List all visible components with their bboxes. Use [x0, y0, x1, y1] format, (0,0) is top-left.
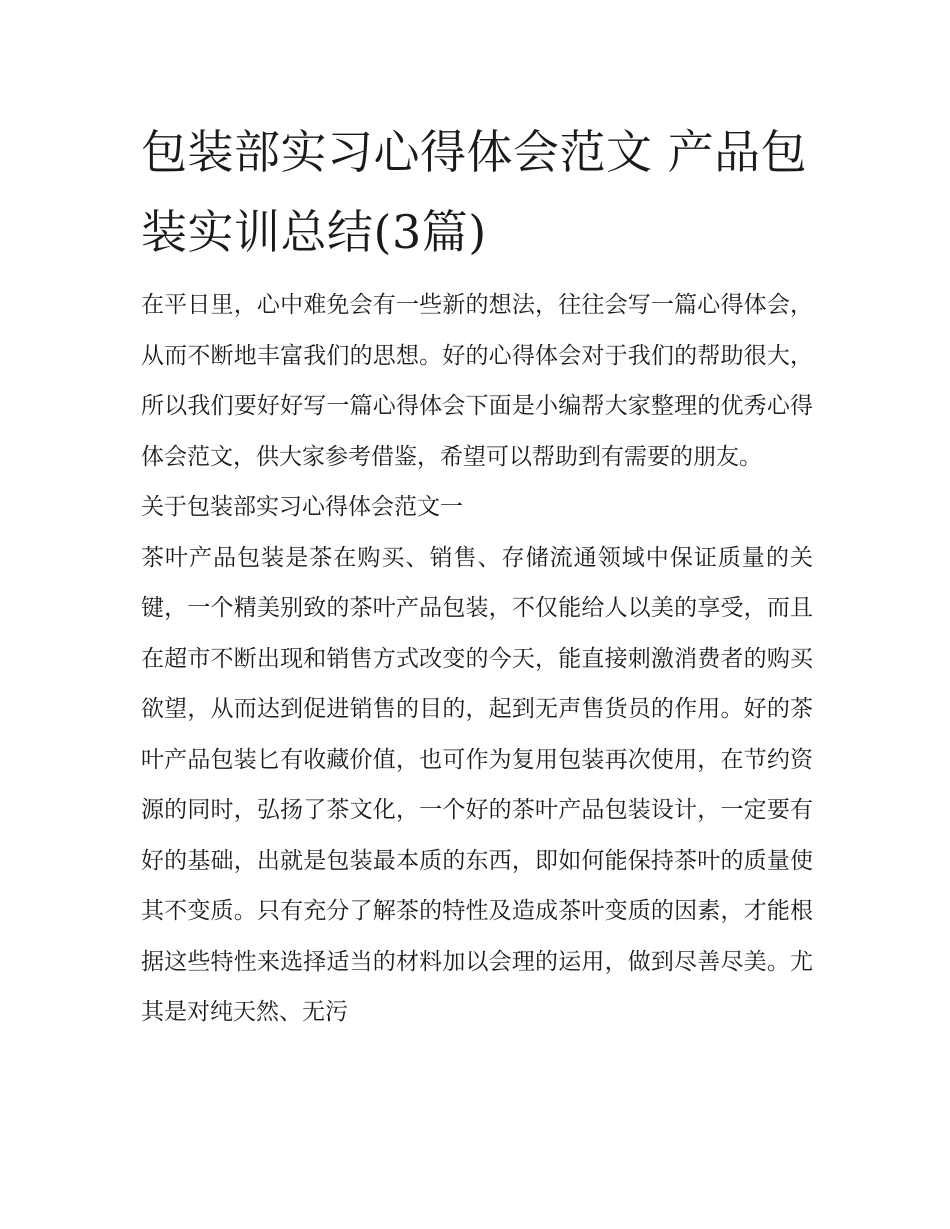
body-paragraph: 茶叶产品包装是茶在购买、销售、存储流通领域中保证质量的关键，一个精美别致的茶叶产品包装，不仅能给人以美的享受，而且在超市不断出现和销售方式改变的今天，能直接刺激消费者的购买欲望，从而达到促进销售的目的，起到无声售货员的作用。好的茶叶产品包装匕有收藏价值，也可作为复用包装再次使用，在节约资源的同时，弘扬了茶文化，一个好的茶叶产品包装设计，一定要有好的基础，出就是包装最本质的东西，即如何能保持茶叶的质量使其不变质。只有充分了解茶的特性及造成茶叶变质的因素，才能根据这些特性来选择适当的材料加以会理的运用，做到尽善尽美。尤其是对纯天然、无污	[141, 544, 813, 1025]
document-body	[141, 280, 813, 1038]
section-heading: 关于包装部实习心得体会范文一	[141, 494, 463, 520]
document-title: 包装部实习心得体会范文 产品包装实训总结(3篇)	[141, 125, 808, 259]
document-page	[141, 112, 813, 1038]
intro-paragraph: 在平日里，心中难免会有一些新的想法，往往会写一篇心得体会，从而不断地丰富我们的思想。好的心得体会对于我们的帮助很大，所以我们要好好写一篇心得体会下面是小编帮大家整理的优秀心得体会范文，供大家参考借鉴，希望可以帮助到有需要的朋友。	[141, 292, 813, 470]
